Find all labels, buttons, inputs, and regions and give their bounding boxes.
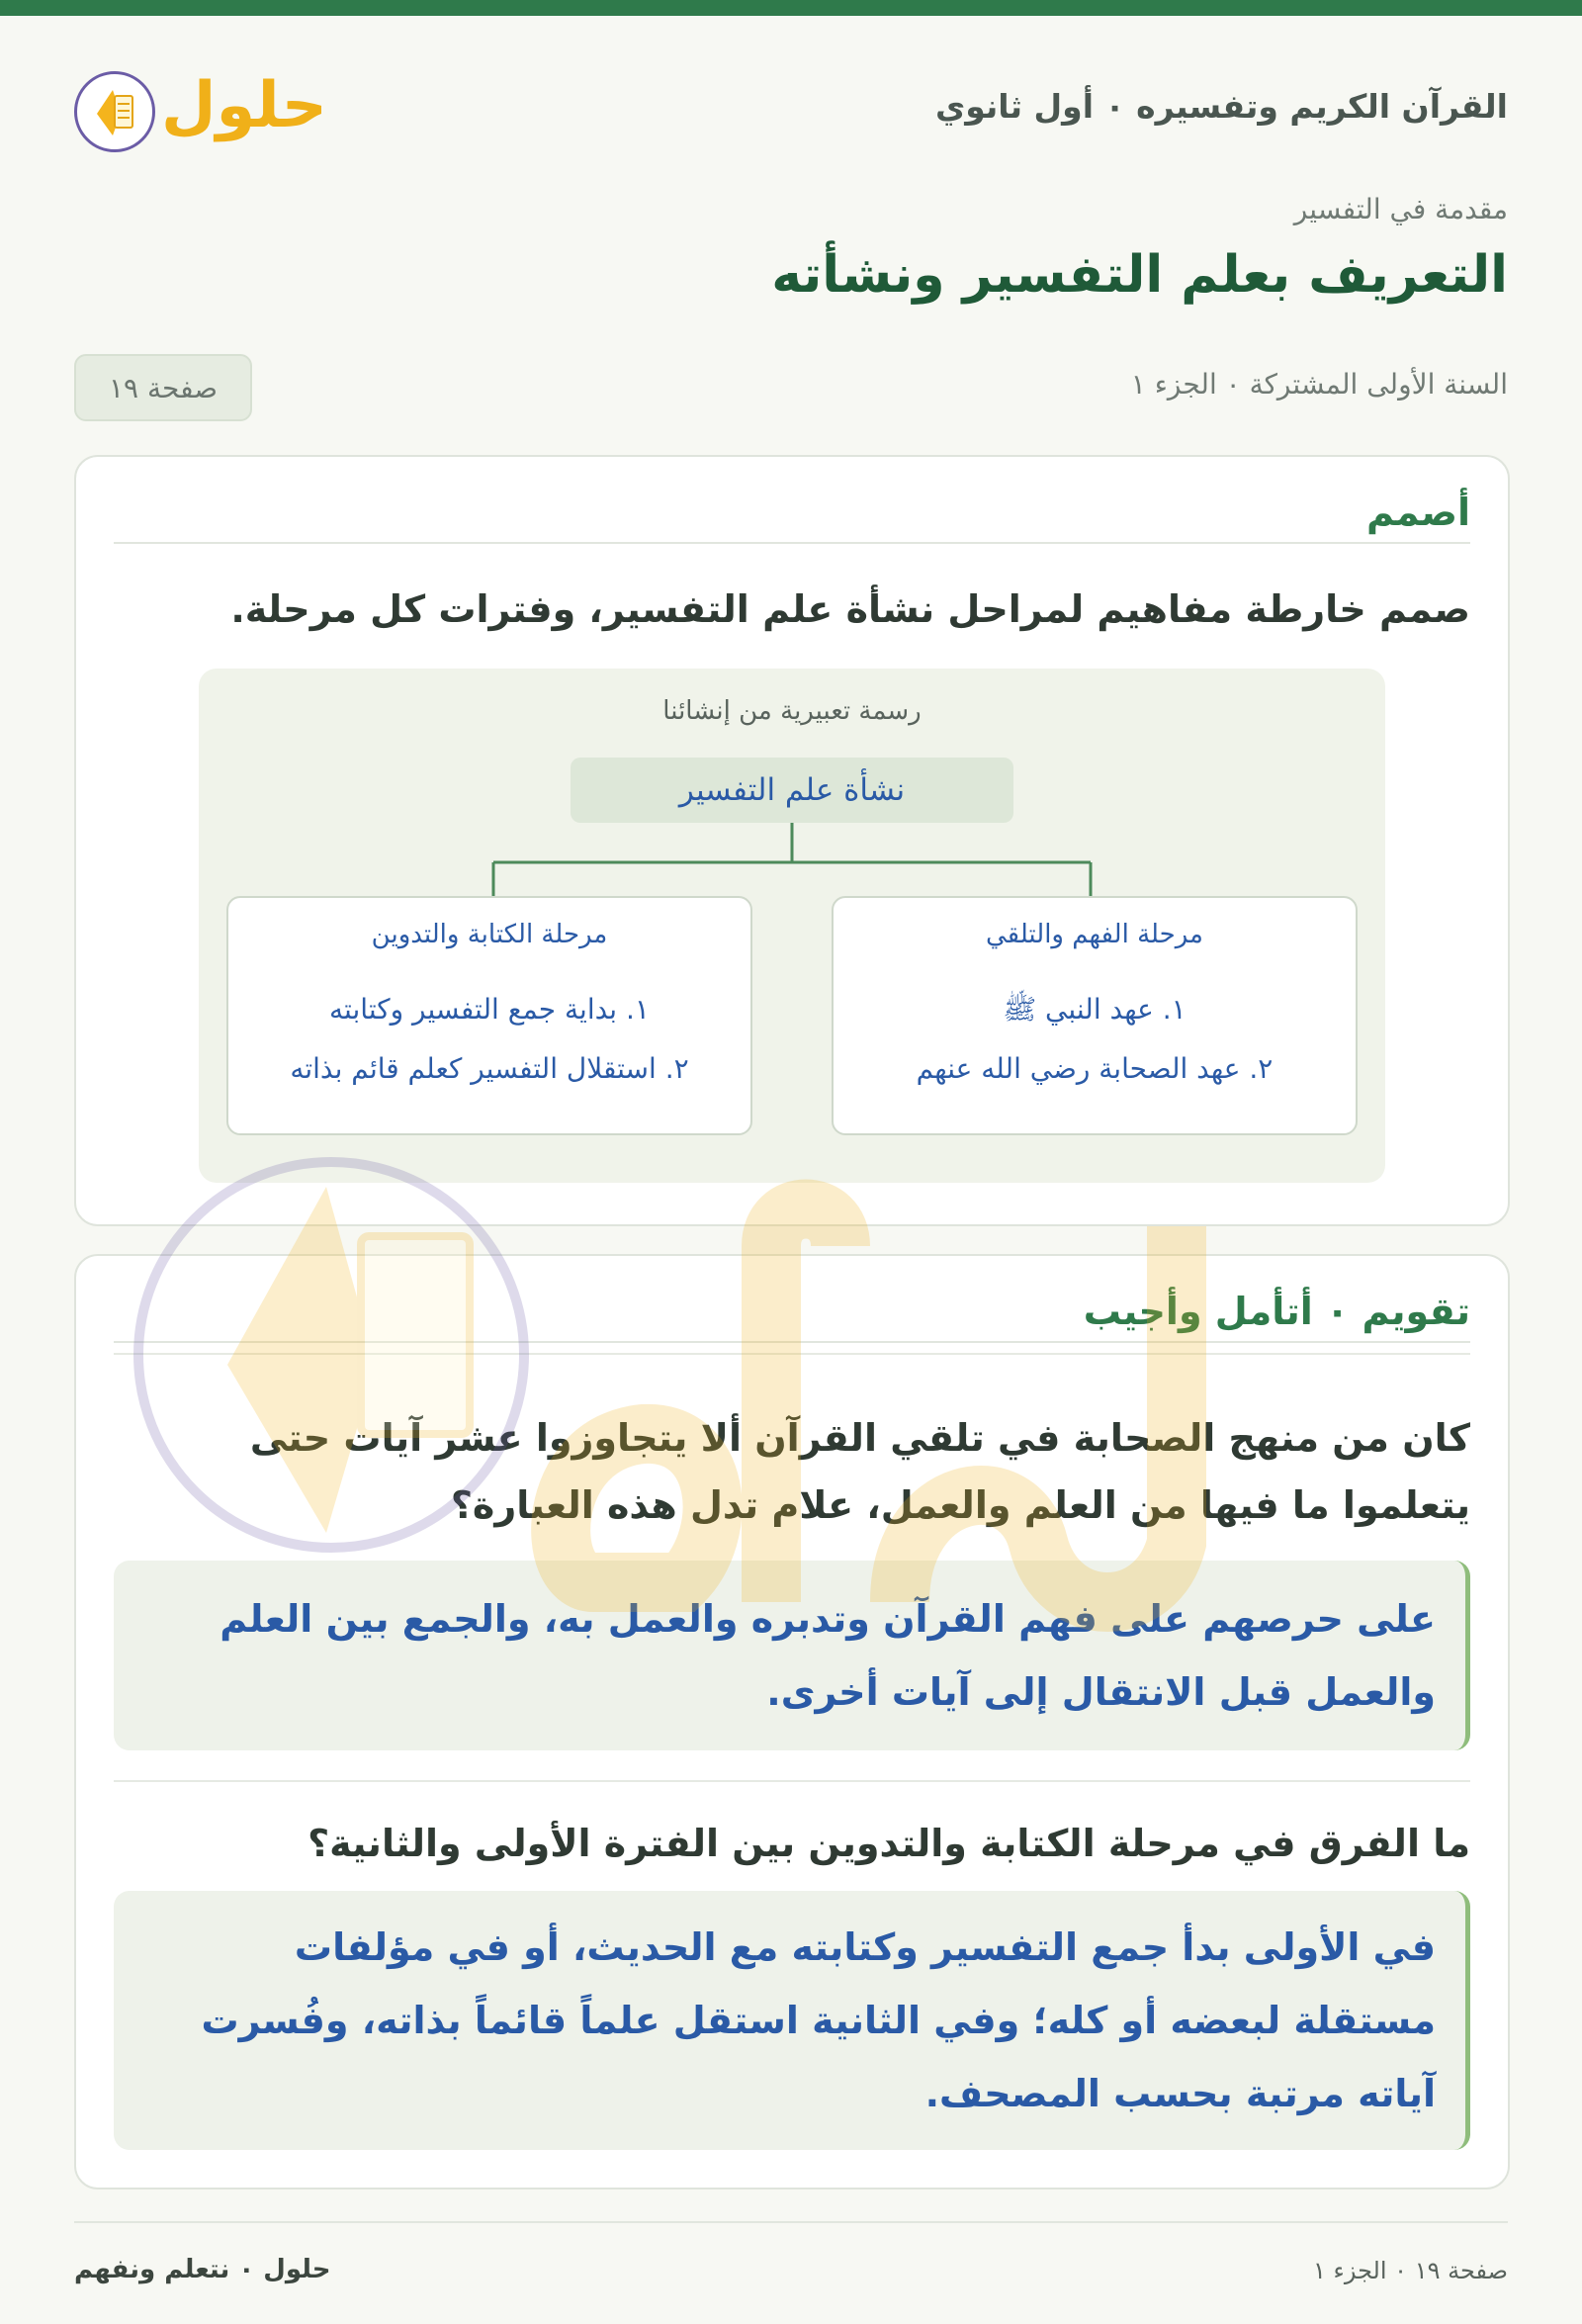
logo-wordmark: حلول [161,69,327,142]
branch-title: مرحلة الفهم والتلقي [986,920,1203,949]
page-title: التعريف بعلم التفسير ونشأته [771,245,1508,305]
brand-logo[interactable] [74,59,331,158]
answer-2: في الأولى بدأ جمع التفسير وكتابته مع الحديث، أو في مؤلفات مستقلة لبعضه أو كله؛ وفي الثانية استقل علماً قائماً بذاته، وفُسرت آياته مرتبة بحسب المصحف. [201,1925,1436,2115]
concept-map-root: نشأة علم التفسير [571,758,1013,823]
footer-page-info: صفحة ١٩ ٠ الجزء ١ [1313,2257,1508,2284]
page-number-badge: صفحة ١٩ [74,354,252,421]
design-card [74,455,1510,1226]
branch-understanding [832,896,1358,1135]
lesson-meta: السنة الأولى المشتركة ٠ الجزء ١ [1130,368,1508,401]
course-title: القرآن الكريم وتفسيره ٠ أول ثانوي [934,87,1508,126]
card-heading: أصمم [1365,491,1470,534]
diagram-caption: رسمة تعبيرية من إنشائنا [662,696,922,726]
branch-item: ١. بداية جمع التفسير وكتابته [329,993,650,1026]
answer-box-1 [114,1561,1470,1750]
branch-item: ١. عهد النبي ﷺ [1003,993,1186,1026]
concept-map [199,669,1385,1183]
card-heading: تقويم ٠ أتأمل وأجيب [1083,1290,1470,1333]
answer-1: على حرصهم على فهم القرآن وتدبره والعمل به، والجمع بين العلم والعمل قبل الانتقال إلى آيات أخرى. [220,1597,1436,1714]
page-header [74,59,1508,158]
question-2: ما الفرق في مرحلة الكتابة والتدوين بين الفترة الأولى والثانية؟ [308,1822,1470,1865]
footer-brand: حلول ٠ نتعلم ونفهم [74,2255,331,2284]
top-accent-bar [0,0,1582,16]
divider [114,1353,1470,1355]
card-header [114,1286,1470,1343]
branch-item: ٢. عهد الصحابة رضي الله عنهم [916,1052,1274,1085]
footer-divider [74,2221,1508,2223]
card-header [114,487,1470,544]
branch-title: مرحلة الكتابة والتدوين [371,920,608,949]
task-prompt: صمم خارطة مفاهيم لمراحل نشأة علم التفسير، وفترات كل مرحلة. [230,587,1470,631]
book-icon [74,71,155,152]
answer-box-2 [114,1891,1470,2150]
assessment-card [74,1254,1510,2190]
divider [114,1780,1470,1782]
branch-item: ٢. استقلال التفسير كعلم قائم بذاته [290,1052,689,1085]
branch-writing [226,896,752,1135]
breadcrumb[interactable]: مقدمة في التفسير [1293,193,1508,225]
question-1: كان من منهج الصحابة في تلقي القرآن ألا يتجاوزوا عشر آيات حتى يتعلموا ما فيها من العلم والعمل، علام تدل هذه العبارة؟ [249,1416,1470,1527]
